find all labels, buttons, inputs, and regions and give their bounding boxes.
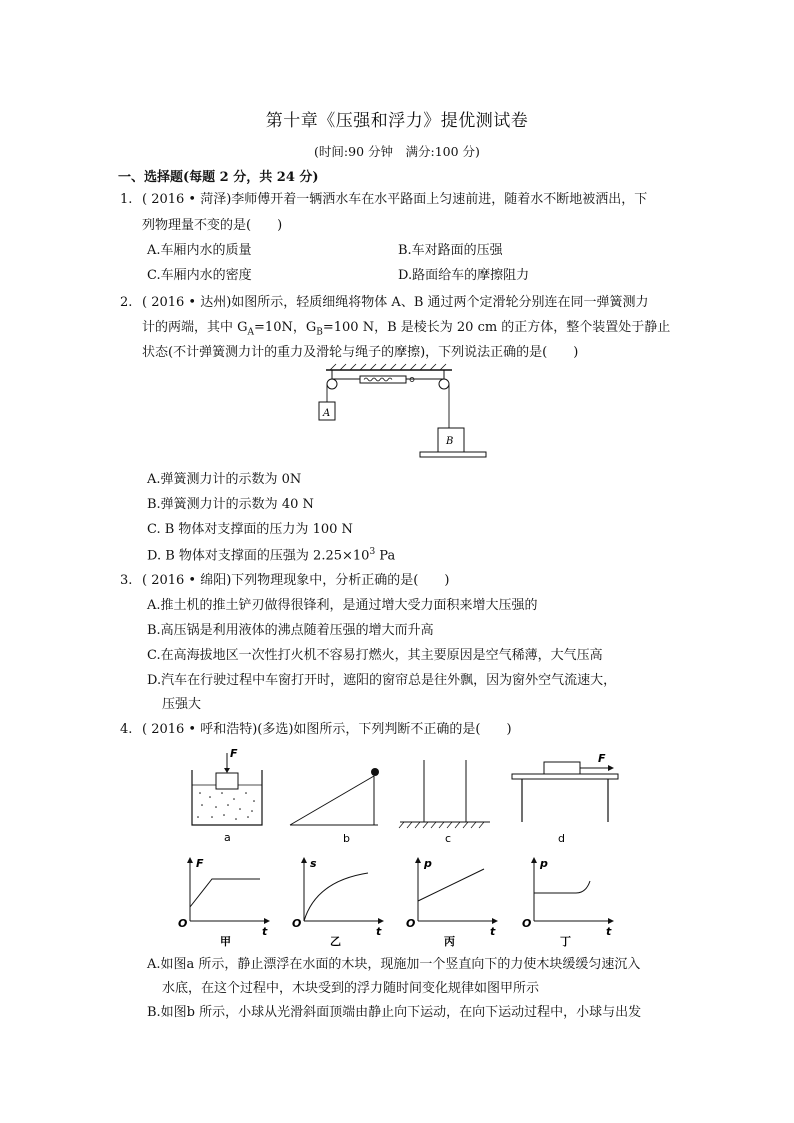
question-number: 1. xyxy=(120,192,133,207)
y-axis-label: p xyxy=(540,857,548,870)
caption-b: b xyxy=(343,832,350,845)
pulley-figure xyxy=(312,362,497,462)
figure-a xyxy=(188,745,268,845)
option-c: C.在高海拔地区一次性打火机不容易打燃火，其主要原因是空气稀薄，大气压高 xyxy=(147,648,603,663)
figure-c xyxy=(394,758,494,844)
question-text: 列物理量不变的是( ) xyxy=(142,218,283,233)
graph-caption: 乙 xyxy=(330,935,341,947)
option-a: A.推土机的推土铲刃做得很锋利，是通过增大受力面积来增大压强的 xyxy=(147,598,538,613)
graph-caption: 丁 xyxy=(560,935,571,947)
page-title: 第十章《压强和浮力》提优测试卷 xyxy=(265,111,529,131)
x-axis-label: t xyxy=(606,925,612,938)
graph-ding xyxy=(520,855,620,947)
table-top xyxy=(512,774,618,779)
caption-c: c xyxy=(445,832,452,844)
option-a: A.车厢内水的质量 xyxy=(147,243,252,258)
option-c: C.车厢内水的密度 xyxy=(147,268,252,283)
left-pulley xyxy=(327,379,337,389)
x-axis-label: t xyxy=(376,925,382,938)
section-heading: 一、选择题(每题 2 分，共 24 分) xyxy=(118,170,319,185)
exam-info: (时间:90 分钟 满分:100 分) xyxy=(314,144,480,159)
wooden-block xyxy=(216,773,238,789)
water-dots xyxy=(197,792,255,820)
caption-d: d xyxy=(558,832,565,844)
y-axis-label: F xyxy=(196,857,204,870)
origin-label: O xyxy=(178,917,188,930)
question-text: ( 2016 • 呼和浩特)(多选)如图所示，下列判断不正确的是( ) xyxy=(142,722,512,737)
question-text: ( 2016 • 绵阳)下列物理现象中，分析正确的是( ) xyxy=(142,573,450,588)
graph-caption: 甲 xyxy=(220,935,231,947)
option-c: C. B 物体对支撑面的压力为 100 N xyxy=(147,522,353,537)
question-text: 状态(不计弹簧测力计的重力及滑轮与绳子的摩擦)，下列说法正确的是( ) xyxy=(142,345,579,360)
origin-label: O xyxy=(406,917,416,930)
option-b: B.高压锅是利用液体的沸点随着压强的增大而升高 xyxy=(147,623,434,638)
option-d: D. B 物体对支撑面的压强为 $2.25\times 10^3$ Pa xyxy=(147,547,396,564)
support-platform xyxy=(420,452,486,457)
y-axis-label: s xyxy=(310,857,317,870)
option-b: B.如图b 所示，小球从光滑斜面顶端由静止向下运动，在向下运动过程中，小球与出发 xyxy=(147,1005,642,1020)
caption-a: a xyxy=(224,831,231,844)
question-number: 3. xyxy=(120,573,133,588)
figure-d xyxy=(510,752,620,844)
force-label: F xyxy=(598,752,606,765)
x-axis-label: t xyxy=(262,925,268,938)
block-on-table xyxy=(544,762,580,774)
option-d: D.路面给车的摩擦阻力 xyxy=(398,268,530,283)
option-a-continued: 水底，在这个过程中，木块受到的浮力随时间变化规律如图甲所示 xyxy=(162,981,540,996)
option-d: D.汽车在行驶过程中车窗打开时，遮阳的窗帘总是往外飘，因为窗外空气流速大， xyxy=(147,673,617,688)
option-b: B.弹簧测力计的示数为 40 N xyxy=(147,497,314,512)
label-a: A xyxy=(323,408,331,419)
question-text: ( 2016 • 菏泽)李师傅开着一辆洒水车在水平路面上匀速前进，随着水不断地被洒出，下 xyxy=(142,192,648,207)
option-b: B.车对路面的压强 xyxy=(398,243,503,258)
spring-scale xyxy=(360,376,406,383)
option-d-continued: 压强大 xyxy=(162,697,202,712)
graph-caption: 丙 xyxy=(444,935,455,947)
question-number: 4. xyxy=(120,722,133,737)
y-axis-label: p xyxy=(424,857,432,870)
graph-bing xyxy=(404,855,504,947)
right-pulley xyxy=(439,379,449,389)
question-text: ( 2016 • 达州)如图所示，轻质细绳将物体 A、B 通过两个定滑轮分别连在同一弹簧测力 xyxy=(142,295,649,310)
label-b: B xyxy=(446,436,454,447)
question-text: 计的两端，其中 $G_A=10N$，$G_B=100$ N，B 是棱长为 20 cm 的正方体，整个装置处于静止 xyxy=(142,320,671,338)
ball xyxy=(371,768,379,776)
option-a: A.弹簧测力计的示数为 0N xyxy=(147,472,302,487)
force-label: F xyxy=(230,747,238,760)
origin-label: O xyxy=(292,917,302,930)
graph-yi xyxy=(290,855,390,947)
graph-jia xyxy=(176,855,276,947)
x-axis-label: t xyxy=(490,925,496,938)
origin-label: O xyxy=(522,917,532,930)
option-a: A.如图a 所示，静止漂浮在水面的木块，现施加一个竖直向下的力使木块缓缓匀速沉入 xyxy=(147,957,641,972)
question-number: 2. xyxy=(120,295,133,310)
figure-b xyxy=(286,760,386,845)
